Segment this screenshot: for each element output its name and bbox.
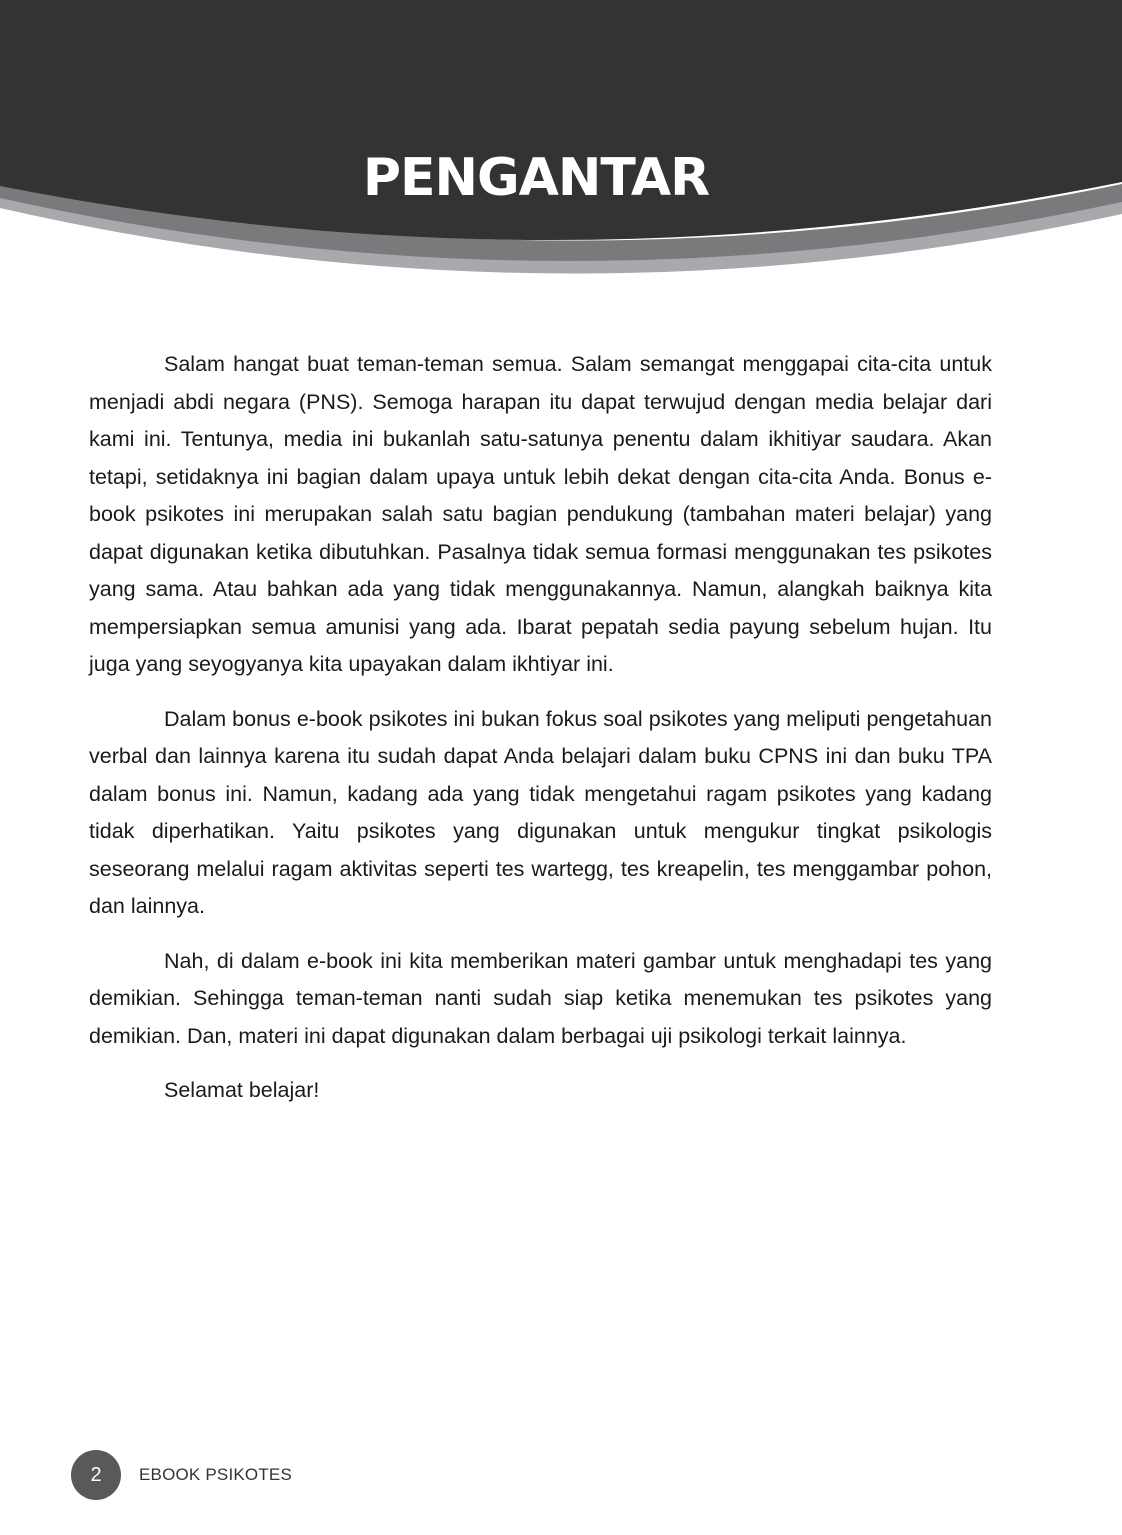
book-title-label: EBOOK PSIKOTES [139,1465,293,1484]
page-number: 2 [90,1463,102,1486]
body-paragraph: Nah, di dalam e-book ini kita memberikan materi gambar untuk menghadapi tes yang demikian. Sehingga teman-teman nanti sudah siap ketika menemukan tes psikotes yang demikian. Dan, materi ini dapat digunakan dalam berbagai uji psikologi terkait lainnya. [89,948,992,1048]
page-footer [71,1450,292,1500]
body-paragraph: Salam hangat buat teman-teman semua. Salam semangat menggapai cita-cita untuk menjadi abdi negara (PNS). Semoga harapan itu dapat terwujud dengan media belajar dari kami ini. Tentunya, media ini bukanlah satu-satunya penentu dalam ikhitiyar saudara. Akan tetapi, setidaknya ini bagian dalam upaya untuk lebih dekat dengan cita-cita Anda. Bonus e-book psikotes ini merupakan salah satu bagian pendukung (tambahan materi belajar) yang dapat digunakan ketika dibutuhkan. Pasalnya tidak semua formasi menggunakan tes psikotes yang sama. Atau bahkan ada yang tidak menggunakannya. Namun, alangkah baiknya kita mempersiapkan semua amunisi yang ada. Ibarat pepatah sedia payung sebelum hujan. Itu juga yang seyogyanya kita upayakan dalam ikhtiyar ini. [89,352,992,676]
page-number-badge [71,1450,121,1500]
body-paragraph: Dalam bonus e-book psikotes ini bukan fokus soal psikotes yang meliputi pengetahuan verbal dan lainnya karena itu sudah dapat Anda belajari dalam buku CPNS ini dan buku TPA dalam bonus ini. Namun, kadang ada yang tidak mengetahui ragam psikotes yang kadang tidak diperhatikan. Yaitu psikotes yang digunakan untuk mengukur tingkat psikologis seseorang melalui ragam aktivitas seperti tes wartegg, tes kreapelin, tes menggambar pohon, dan lainnya. [89,706,992,918]
page-title: PENGANTAR [362,148,710,208]
body-content [89,346,992,1110]
closing-line: Selamat belajar! [164,1078,320,1102]
